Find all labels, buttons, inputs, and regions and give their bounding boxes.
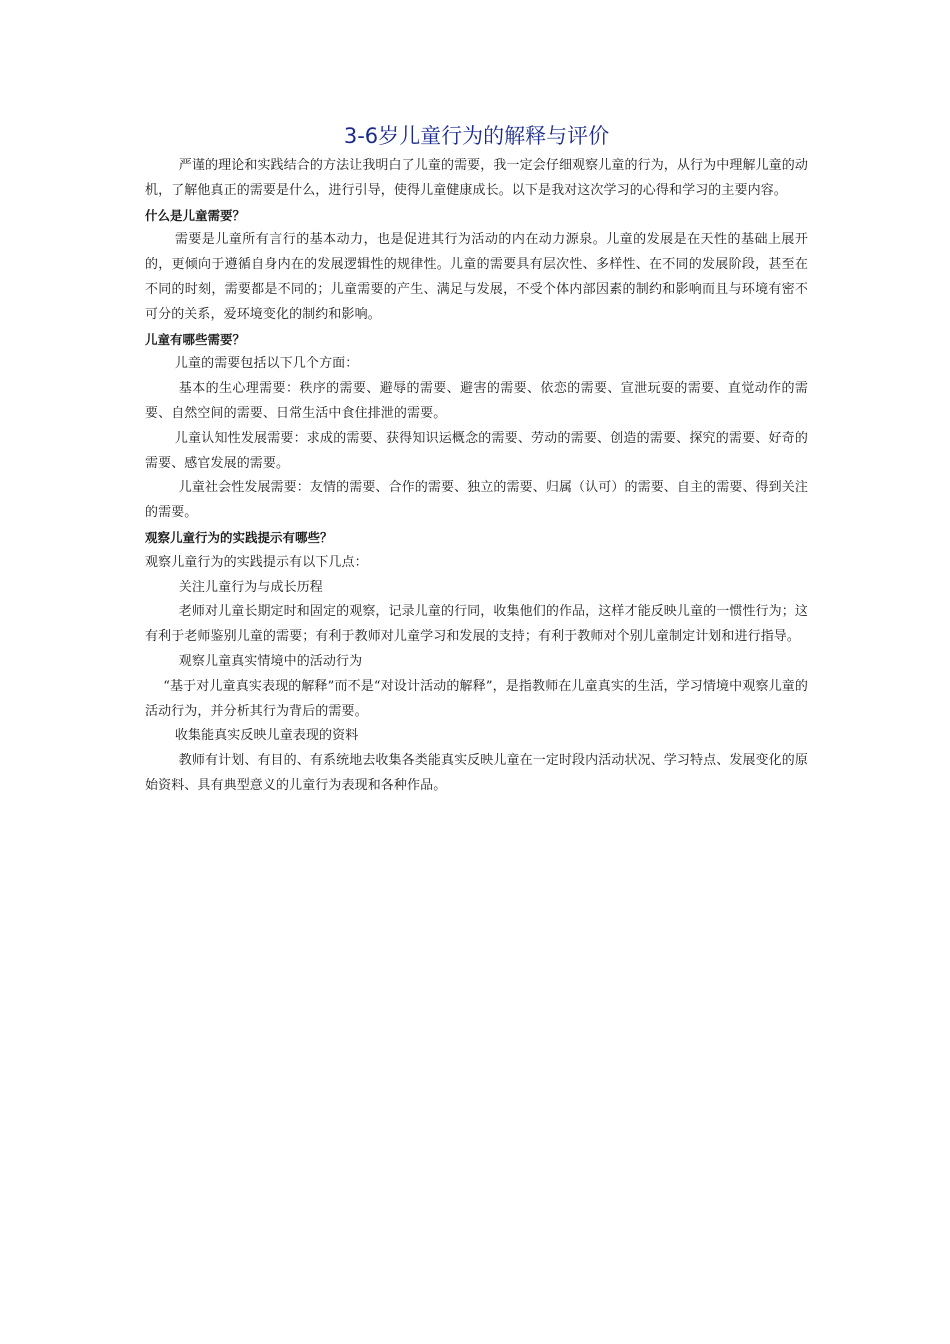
section-3-subheading-2: 观察儿童真实情境中的活动行为	[178, 653, 363, 669]
section-1-paragraph: 需要是儿童所有言行的基本动力，也是促进其行为活动的内在动力源泉。儿童的发展是在天性的基础上展开的，更倾向于遵循自身内在的发展逻辑性的规律性。儿童的需要具有层次性、多样性、在不同的发展阶段，甚至在不同的时刻，需要都是不同的；儿童需要的产生、满足与发展，不受个体内部因素的制约和影响而且与环境有密不可分的关系，爱环境变化的制约和影响。	[145, 232, 808, 322]
section-heading-practice-tips: 观察儿童行为的实践提示有哪些？	[145, 529, 333, 545]
section-3-paragraph-3: 教师有计划、有目的、有系统地去收集各类能真实反映儿童在一定时段内活动状况、学习特点、发展变化的原始资料、具有典型意义的儿童行为表现和各种作品。	[145, 753, 808, 793]
intro-paragraph: 严谨的理论和实践结合的方法让我明白了儿童的需要，我一定会仔细观察儿童的行为，从行为中理解儿童的动机，了解他真正的需要是什么，进行引导，使得儿童健康成长。以下是我对这次学习的心得和学习的主要内容。	[145, 158, 808, 198]
section-3-subheading-3: 收集能真实反映儿童表现的资料	[174, 728, 359, 744]
section-3-paragraph-intro: 观察儿童行为的实践提示有以下几点：	[145, 554, 368, 570]
section-2-paragraph-intro: 儿童的需要包括以下几个方面：	[174, 356, 359, 372]
document-title: 3-6岁儿童行为的解释与评价	[343, 124, 610, 148]
section-2-paragraph-social: 儿童社会性发展需要：友情的需要、合作的需要、独立的需要、归属（认可）的需要、自主的需要、得到关注的需要。	[145, 480, 808, 521]
section-3-paragraph-2: “基于对儿童真实表现的解释”而不是“对设计活动的解释”，是指教师在儿童真实的生活，学习情境中观察儿童的活动行为，并分析其行为背后的需要。	[145, 678, 808, 719]
document-page	[145, 118, 808, 799]
section-3-paragraph-1: 老师对儿童长期定时和固定的观察，记录儿童的行同，收集他们的作品，这样才能反映儿童的一惯性行为；这有利于老师鉴别儿童的需要；有利于教师对儿童学习和发展的支持；有利于教师对个别儿童制定计划和进行指导。	[145, 604, 808, 645]
section-3-subheading-1: 关注儿童行为与成长历程	[178, 579, 323, 595]
section-heading-what-needs: 儿童有哪些需要？	[145, 331, 246, 347]
section-2-paragraph-cognitive: 儿童认知性发展需要：求成的需要、获得知识运概念的需要、劳动的需要、创造的需要、探究的需要、好奇的需要、感官发展的需要。	[145, 430, 808, 471]
section-heading-what-is-need: 什么是儿童需要？	[145, 207, 246, 223]
section-2-paragraph-basic: 基本的生心理需要：秩序的需要、避辱的需要、避害的需要、依恋的需要、宣泄玩耍的需要、直觉动作的需要、自然空间的需要、日常生活中食住排泄的需要。	[145, 381, 808, 421]
